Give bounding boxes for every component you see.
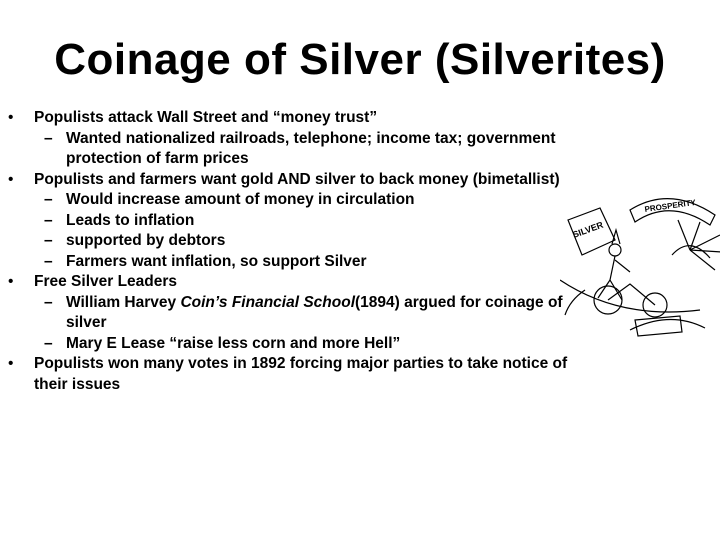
sub-bullet-item xyxy=(0,129,580,170)
sun-rays-icon xyxy=(672,220,720,270)
sub-bullet-text: Wanted nationalized railroads, telephone; income tax; government protection of farm prices xyxy=(66,129,556,167)
sub-bullet-item xyxy=(0,190,580,211)
sub-bullet-item xyxy=(0,334,580,355)
dash-icon: – xyxy=(44,334,53,352)
bullet-text: Populists and farmers want gold AND silver to back money (bimetallist) xyxy=(34,170,560,188)
sub-bullet-text-post: (1894) argued for coinage of silver xyxy=(66,293,563,331)
bullet-list xyxy=(0,108,580,395)
bullet-icon: • xyxy=(8,109,14,126)
sub-bullet-text-pre: William Harvey xyxy=(66,293,181,311)
bullet-text: Populists attack Wall Street and “money trust” xyxy=(34,109,378,126)
sub-bullet-item xyxy=(0,231,580,252)
bullet-item xyxy=(0,272,580,293)
sub-bullet-text: Mary E Lease “raise less corn and more Hell” xyxy=(66,334,401,352)
bullet-text: Free Silver Leaders xyxy=(34,273,178,290)
book-title: Coin’s Financial School xyxy=(180,293,356,311)
dash-icon: – xyxy=(44,293,53,311)
bullet-item xyxy=(0,354,580,395)
bullet-icon: • xyxy=(8,170,14,188)
dash-icon: – xyxy=(44,252,53,270)
cartoon-silver-label: SILVER xyxy=(571,219,605,240)
bullet-item xyxy=(0,170,580,191)
bullet-icon: • xyxy=(8,355,14,372)
bullet-text: Populists won many votes in 1892 forcing major parties to take notice of their issues xyxy=(34,355,568,393)
dash-icon: – xyxy=(44,211,53,229)
dash-icon: – xyxy=(44,232,53,249)
slide-title: Coinage of Silver (Silverites) xyxy=(54,35,666,84)
sub-bullet-text: Leads to inflation xyxy=(66,211,195,229)
bullet-item xyxy=(0,108,580,129)
sub-bullet-text: supported by debtors xyxy=(66,232,226,249)
dash-icon: – xyxy=(44,129,53,147)
political-cartoon-image xyxy=(560,180,720,340)
sub-bullet-text: Would increase amount of money in circulation xyxy=(66,191,415,208)
sub-bullet-item xyxy=(0,211,580,232)
sub-bullet-text xyxy=(66,294,563,332)
bullet-icon: • xyxy=(8,273,14,290)
sub-bullet-text: Farmers want inflation, so support Silver xyxy=(66,252,367,270)
dash-icon: – xyxy=(44,191,53,208)
sub-bullet-item xyxy=(0,252,580,273)
sub-bullet-item xyxy=(0,293,580,334)
cartoon-prosperity-label: PROSPERITY xyxy=(644,197,697,214)
